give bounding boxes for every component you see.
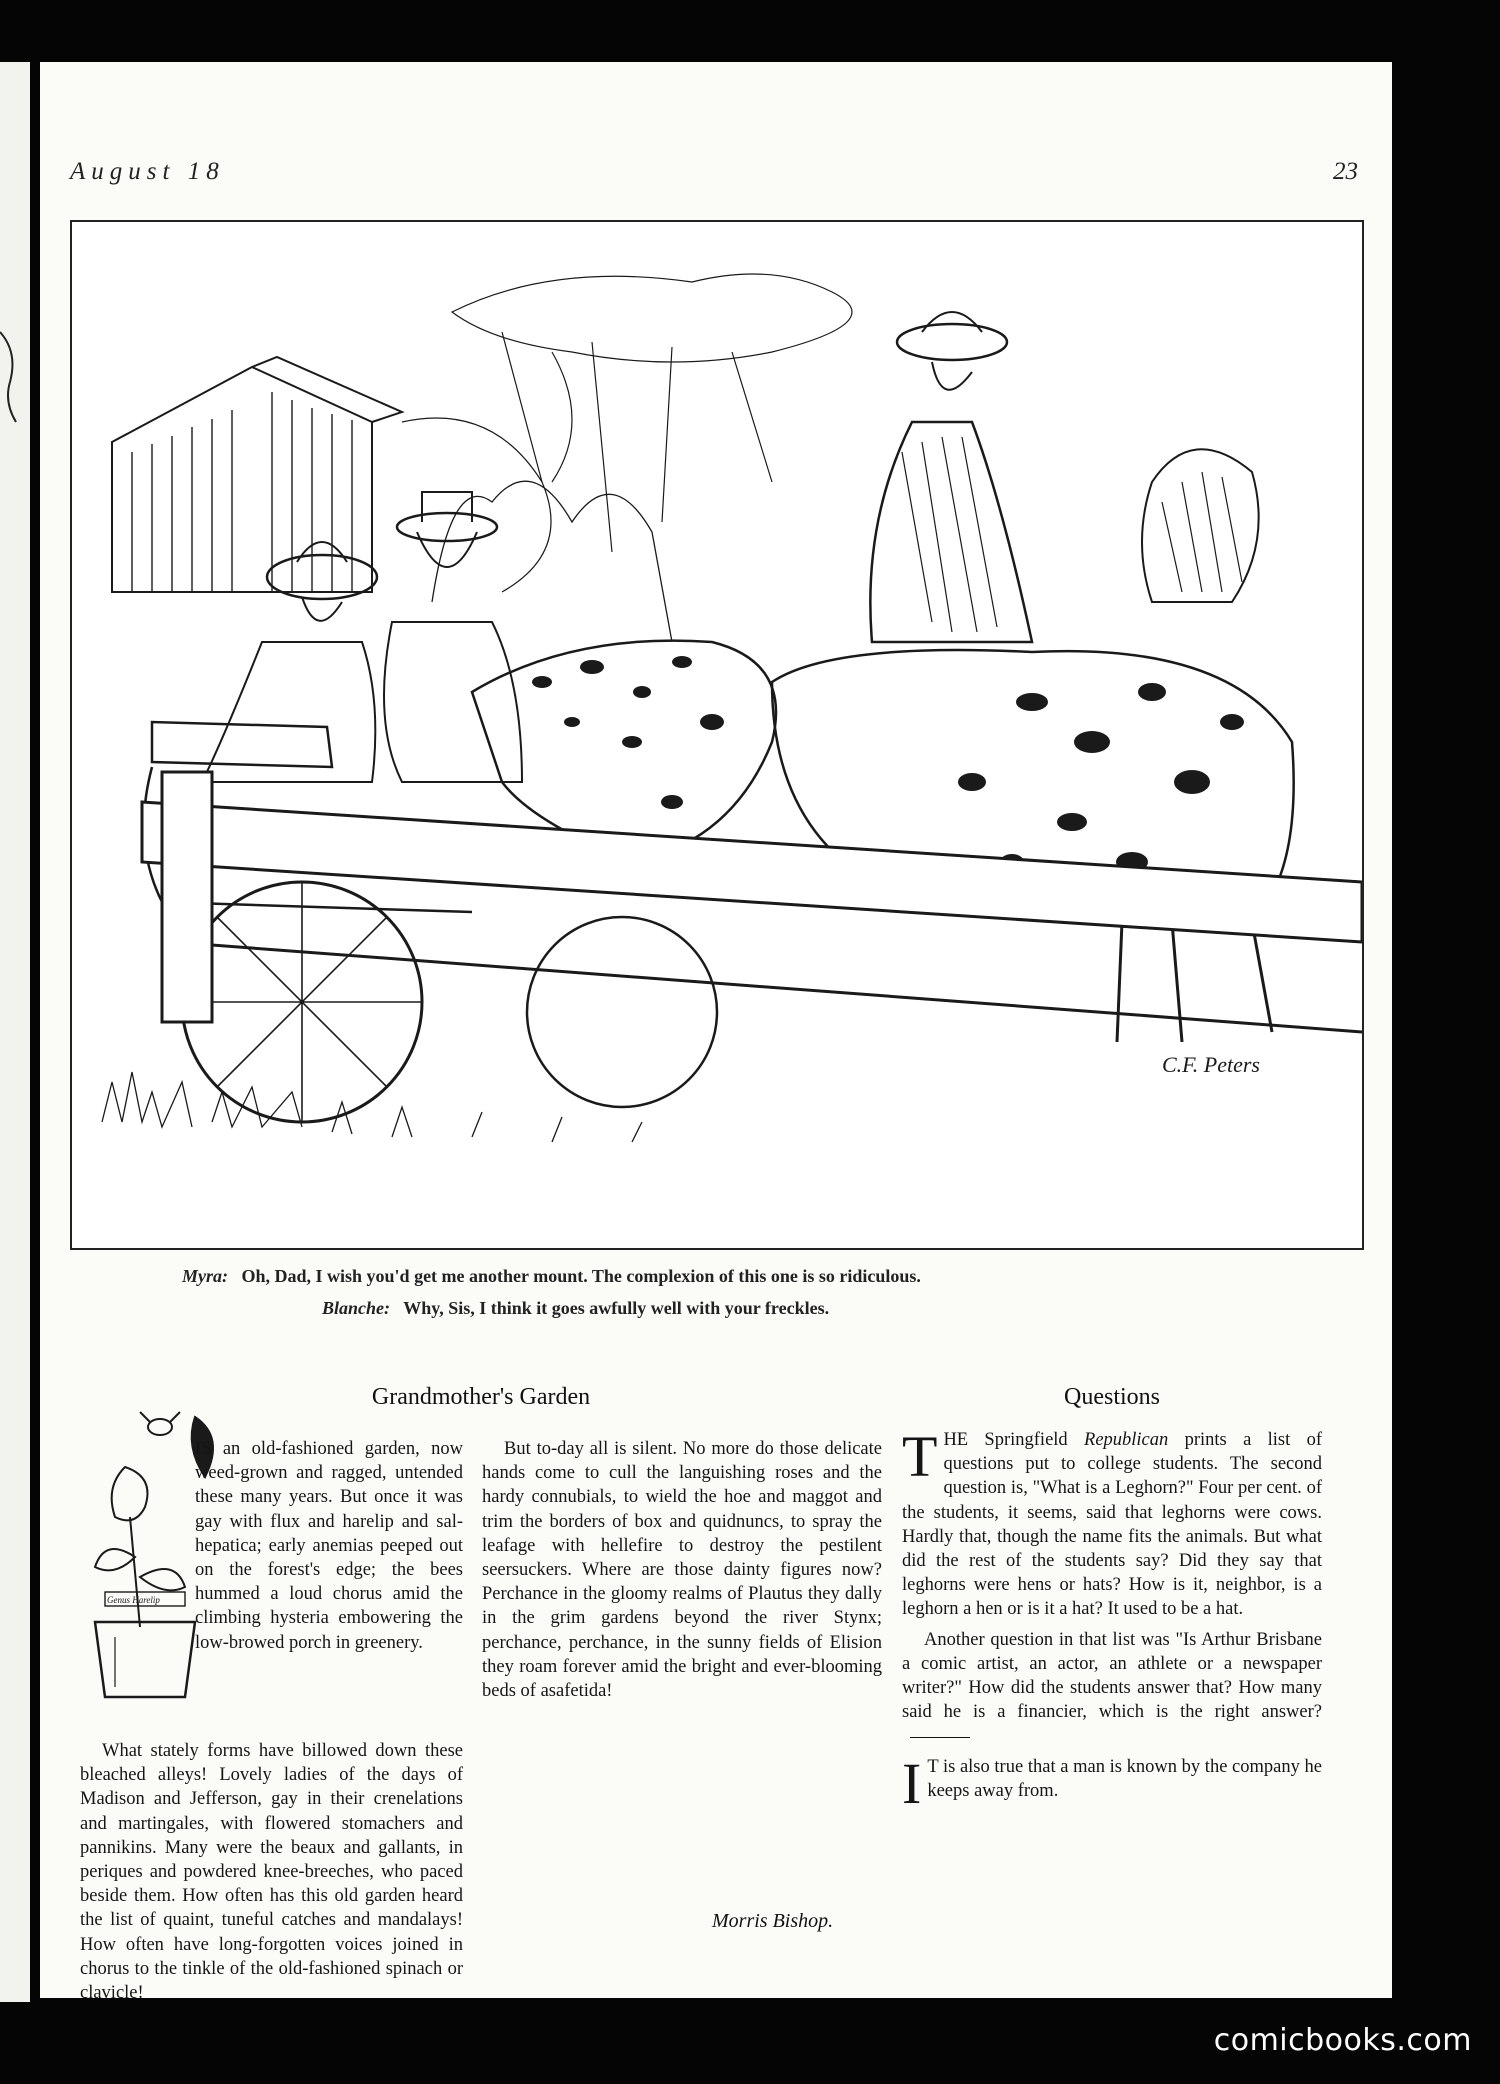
- article2-dropcap-i: I: [902, 1750, 922, 1816]
- caption-text-blanche: Why, Sis, I think it goes awfully well with your freckles.: [403, 1298, 830, 1318]
- article2-paragraph-1: [902, 1424, 1322, 1622]
- caption-text-myra: Oh, Dad, I wish you'd get me another mount. The complexion of this one is so ridiculous.: [241, 1266, 921, 1286]
- article2-column: [902, 1424, 1322, 1816]
- artist-signature: C.F. Peters: [1162, 1052, 1260, 1077]
- caption-line-1: [182, 1266, 921, 1287]
- running-header-date: August 18: [70, 158, 225, 185]
- article1-column2: [482, 1437, 882, 1709]
- article1-column1-bottom: [80, 1739, 463, 2011]
- magazine-page: [40, 62, 1392, 2004]
- article1-paragraph-3: But to-day all is silent. No more do those delicate hands come to cull the languishing roses and the hardy connubials, to wield the hoe and maggot and trim the borders of box and quidnuncs, to spray the leafage with hellefire to destroy the pestilent seersuckers. Where are those dainty figures now? Perchance in the gloomy realms of Plautus they dally in the grim gardens beyond the river Stynx; perchance, perchance, in the sunny fields of Elision they roam forever amid the bright and ever-blooming beds of asafetida!: [482, 1439, 882, 1702]
- cartoon-drawing-icon: [72, 222, 1362, 1248]
- article1-column1-top: [195, 1437, 463, 1661]
- article2-paragraph-1-rest: prints a list of questions put to college students. The second question is, "What is a Leghorn?" Four per cent. of the students, it seems, said that leghorns were cows. Hardly that, though the name fits the animals. But what did the rest of the students say? Did they say that leghorns were hens or hats? How is it, neighbor, is a leghorn a hen or is it a hat? It used to be a hat.: [902, 1430, 1322, 1620]
- author-signature: Morris Bishop.: [712, 1910, 834, 1932]
- article-title-grandmothers-garden: Grandmother's Garden: [371, 1384, 591, 1410]
- previous-page-ink-icon: [0, 312, 22, 432]
- article2-paragraph-2-text: Another question in that list was "Is Arthur Brisbane a comic artist, an actor, an athlete or a newspaper writer?" How did the students answer that? How many said he is a financier, which is the right answer?: [902, 1629, 1322, 1723]
- article1-paragraph-1: IS an old-fashioned garden, now weed-grown and ragged, untended these many years. But once it was gay with flux and harelip and sal-hepatica; early anemias peeped out on the forest's edge; the bees hummed a loud chorus amid the climbing hysteria embowering the low-browed porch in greenery.: [195, 1439, 463, 1653]
- watermark: comicbooks.com: [1213, 2023, 1472, 2058]
- article2-paragraph-3-text: T is also true that a man is known by the company he keeps away from.: [927, 1756, 1322, 1801]
- cartoon-illustration: [70, 220, 1364, 1250]
- pot-label: Genus Harelip: [107, 1595, 160, 1605]
- article2-paragraph-2: [902, 1628, 1322, 1749]
- caption-speaker-blanche: Blanche:: [322, 1298, 391, 1318]
- previous-page-edge: [0, 62, 30, 2002]
- caption-speaker-myra: Myra:: [182, 1266, 228, 1286]
- article1-paragraph-2: What stately forms have billowed down these bleached alleys! Lovely ladies of the days of Madison and Jefferson, gay in their crenelations and martingales, with flowered stomachers and pannikins. Many were the beaux and gallants, in periques and powdered knee-breeches, who paced beside them. How often has this old garden heard the list of quaint, tuneful catches and mandalays! How often have long-forgotten voices joined in chorus to the tinkle of the old-fashioned spinach or clavicle!: [80, 1741, 463, 2004]
- article2-paragraph-3: [902, 1750, 1322, 1816]
- caption-line-2: [322, 1298, 829, 1319]
- page-number: 23: [1333, 158, 1358, 185]
- article2-dropcap-t: T: [902, 1424, 938, 1489]
- section-rule: [910, 1737, 970, 1738]
- article-title-questions: Questions: [1064, 1384, 1160, 1410]
- publication-name: Republican: [1084, 1430, 1169, 1450]
- article2-paragraph-1-start: HE Springfield: [943, 1430, 1085, 1450]
